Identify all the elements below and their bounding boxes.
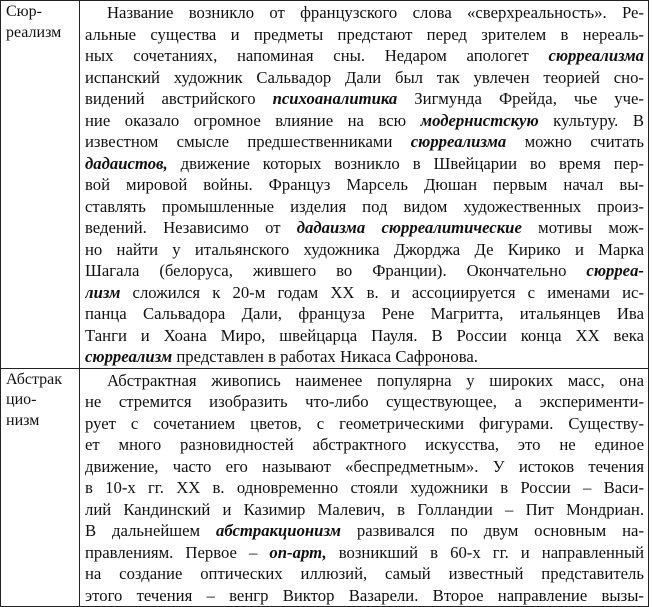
text-line: [85, 110, 644, 132]
term-line: цио-: [6, 391, 37, 408]
text-line: [85, 346, 644, 368]
emphasized-term: психоаналитика: [272, 89, 398, 108]
term-line: реализм: [6, 23, 62, 41]
text-line: [85, 282, 644, 304]
text-segment: альные существа и предметы предстают перед зрителем в нереаль-: [85, 24, 644, 44]
text-segment: Танги и Хоана Миро, швейцарца Пауля. В России конца XX века: [85, 325, 644, 345]
text-segment: представлен в работах Никаса Сафронова.: [172, 347, 478, 366]
text-line: [85, 153, 644, 175]
table-row-abstractionism: [1, 368, 649, 607]
text-segment: движение, часто его называют «беспредметным». У истоков течения: [85, 456, 644, 476]
emphasized-term: сюрреализм: [85, 347, 173, 366]
text-line: [85, 585, 644, 607]
text-segment: Зигмунда Фрейда, чье уче-: [397, 89, 644, 108]
text-line: [85, 456, 644, 478]
text-segment: культуру. В: [538, 110, 644, 130]
text-segment: ние оказало огромное влияние на всю: [85, 110, 421, 130]
term-line: Абстрак: [6, 370, 63, 388]
text-line: [85, 174, 644, 196]
emphasized-term: модернистскую: [420, 110, 539, 130]
term-line: Сюр-: [6, 3, 42, 20]
text-line: [85, 260, 644, 282]
text-segment: движение которых возникло в Швейцарии во время пер-: [167, 153, 644, 173]
emphasized-term: сюрреализма: [548, 46, 644, 65]
emphasized-term: абстракционизм: [216, 521, 341, 540]
text-line: [85, 542, 644, 564]
text-segment: Название возникло от французского слова «сверхреальность». Ре-: [107, 3, 644, 22]
text-segment: возникший в 60-х гг. и направленный: [326, 542, 644, 562]
text-segment: мотивы мож-: [521, 218, 644, 237]
text-line: [85, 413, 644, 435]
text-segment: в 10-х гг. XX в. одновременно стояли художники в России – Васи-: [85, 478, 644, 497]
emphasized-term: дадаистов,: [85, 153, 168, 173]
term-cell: [1, 368, 80, 607]
text-line: [85, 434, 644, 456]
emphasized-term: сюррea-: [586, 261, 644, 280]
emphasized-term: дадаизма сюрреалитические: [296, 218, 522, 237]
emphasized-term: сюрреализма: [410, 132, 507, 151]
text-segment: панца Сальвадора Дали, француза Рене Магритта, итальянцев Ива: [85, 304, 644, 323]
emphasized-term: оп-арт,: [269, 542, 327, 562]
text-segment: ведений. Независимо от: [85, 218, 297, 237]
text-segment: этого течения – венгр Виктор Вазарели. Второе направление вызы-: [85, 585, 644, 605]
text-segment: рует с сочетанием цветов, с геометрическими фигурами. Существу-: [85, 413, 644, 433]
table-row-surrealism: [1, 1, 649, 369]
text-line: [85, 67, 644, 89]
text-segment: В дальнейшем: [85, 521, 217, 540]
text-line: [85, 499, 644, 521]
text-segment: известном смысле предшественниками: [85, 132, 411, 151]
emphasized-term: лизм: [85, 282, 121, 302]
description-cell: [80, 368, 649, 607]
text-line: [85, 520, 644, 542]
text-line: [85, 24, 644, 46]
text-line: [85, 88, 644, 110]
text-segment: лий Кандинский и Казимир Малевич, в Голландии – Пит Мондриан.: [85, 499, 644, 519]
text-segment: на создание оптических иллюзий, самый известный представитель: [85, 564, 644, 583]
text-segment: ставлять промышленные изделия под видом художественных произ-: [85, 196, 644, 216]
text-segment: можно считать: [506, 132, 644, 151]
text-line: [85, 477, 644, 499]
text-line: [85, 370, 644, 392]
term-line: низм: [6, 411, 40, 429]
text-segment: испанский художник Сальвадор Дали был так увлечен теорией сно-: [85, 67, 644, 87]
text-line: [85, 391, 644, 413]
text-line: [85, 196, 644, 218]
text-segment: но найти у итальянского художника Джорджа Де Кирико и Марка: [85, 239, 644, 259]
text-segment: сложился к 20-м годам XX в. и ассоциируется с именами ис-: [120, 282, 644, 302]
text-segment: ет много разновидностей абстрактного искусства, это не единое: [85, 435, 644, 454]
text-line: [85, 45, 644, 67]
description-cell: [80, 1, 649, 369]
text-line: [85, 303, 644, 325]
text-segment: Абстрактная живопись наименее популярна у широких масс, она: [107, 370, 644, 390]
text-line: [85, 325, 644, 347]
text-line: [85, 239, 644, 261]
text-line: [85, 131, 644, 153]
text-segment: Шагала (белоруса, жившего во Франции). Окончательно: [85, 261, 587, 280]
text-line: [85, 2, 644, 24]
text-line: [85, 217, 644, 239]
text-segment: развивался по двум основным на-: [341, 521, 644, 540]
term-cell: [1, 1, 80, 369]
text-segment: не стремится изобразить что-либо существующее, а эксперименти-: [85, 392, 644, 411]
text-line: [85, 563, 644, 585]
text-segment: ных сочетаниях, напоминая сны. Недаром апологет: [85, 46, 549, 65]
text-segment: видений австрийского: [85, 89, 273, 108]
text-segment: правлениям. Первое –: [85, 542, 270, 562]
text-segment: вой мировой войны. Француз Марсель Дюшан первым начал вы-: [85, 175, 644, 194]
